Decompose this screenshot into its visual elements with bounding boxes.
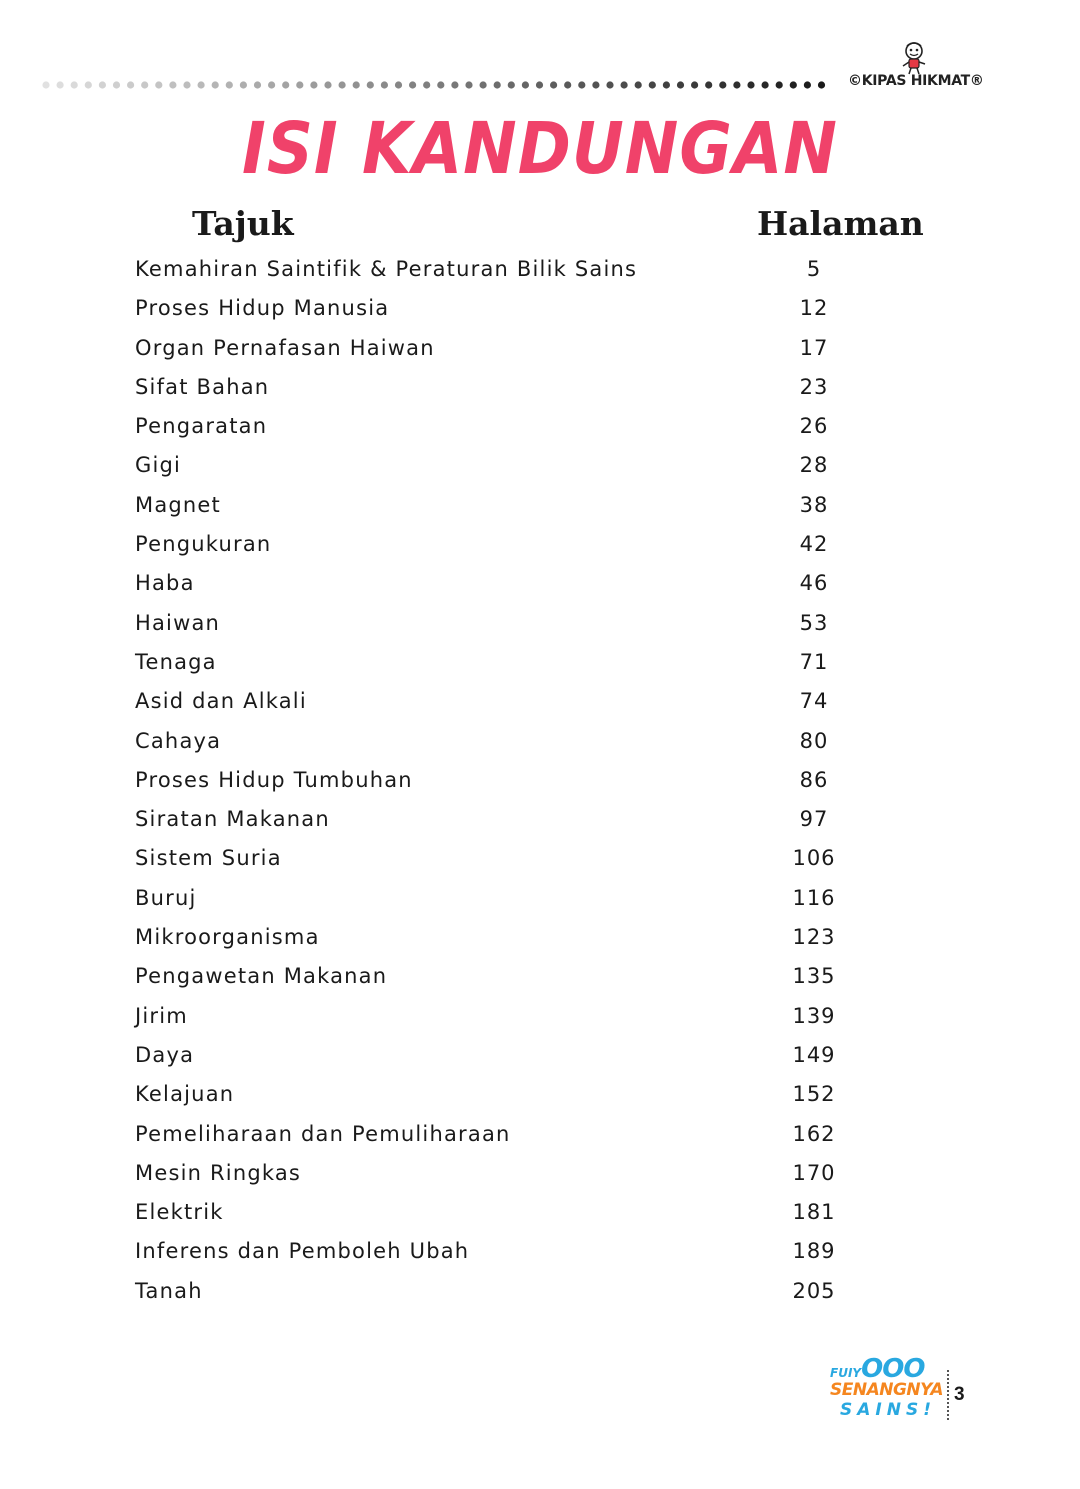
list-item xyxy=(0,604,1080,643)
list-item xyxy=(0,682,1080,721)
toc-topic: Kemahiran Saintifik & Peraturan Bilik Sains xyxy=(135,257,638,281)
list-item xyxy=(0,918,1080,957)
list-item xyxy=(0,879,1080,918)
toc-topic: Gigi xyxy=(135,453,182,478)
header-dot xyxy=(508,81,515,88)
header-dot xyxy=(804,81,811,88)
header-dot xyxy=(691,81,698,88)
header-dot xyxy=(85,81,92,88)
header-dot xyxy=(353,81,360,88)
toc-topic: Kelajuan xyxy=(135,1082,235,1107)
series-logo-line3: SAINS! xyxy=(840,1400,936,1420)
toc-page-number: 86 xyxy=(799,767,829,792)
toc-page-number: 106 xyxy=(792,846,836,871)
header-dot xyxy=(451,81,458,88)
toc-topic: Buruj xyxy=(135,885,197,910)
list-item xyxy=(0,446,1080,485)
header-dot xyxy=(705,81,712,88)
list-item xyxy=(0,839,1080,878)
list-item xyxy=(0,1272,1080,1311)
header-dot xyxy=(99,81,106,88)
header-dot xyxy=(747,81,754,88)
header-dot xyxy=(226,81,233,88)
toc-page-number: 23 xyxy=(799,374,829,399)
toc-topic: Pemeliharaan dan Pemuliharaan xyxy=(135,1121,511,1146)
header-dotted-line xyxy=(40,79,830,91)
toc-topic: Tenaga xyxy=(135,649,217,674)
header-dot xyxy=(719,81,726,88)
toc-page-number: 97 xyxy=(799,807,829,832)
list-item xyxy=(0,289,1080,328)
header-dot xyxy=(480,81,487,88)
toc-page-number: 189 xyxy=(792,1239,836,1264)
toc-topic: Sifat Bahan xyxy=(135,374,270,399)
header-dot xyxy=(183,81,190,88)
toc-topic: Asid dan Alkali xyxy=(135,689,307,714)
cartoon-mascot-icon xyxy=(896,40,932,76)
header-dot xyxy=(423,81,430,88)
column-header-topic: Tajuk xyxy=(192,204,294,243)
toc-topic: Pengawetan Makanan xyxy=(135,964,388,989)
toc-topic: Pengaratan xyxy=(135,414,268,439)
list-item xyxy=(0,1154,1080,1193)
header-dot xyxy=(733,81,740,88)
header-dot xyxy=(663,81,670,88)
header-dot xyxy=(578,81,585,88)
header-dot xyxy=(522,81,529,88)
header-dot xyxy=(677,81,684,88)
list-item xyxy=(0,368,1080,407)
toc-topic: Proses Hidup Manusia xyxy=(135,296,390,321)
toc-page-number: 80 xyxy=(799,728,829,753)
toc-topic: Mikroorganisma xyxy=(135,925,320,950)
header-dot xyxy=(198,81,205,88)
list-item xyxy=(0,407,1080,446)
toc-page-number: 116 xyxy=(792,885,836,910)
header-dot xyxy=(127,81,134,88)
series-logo-line2: SENANGNYA xyxy=(830,1380,943,1400)
list-item xyxy=(0,1115,1080,1154)
toc-page-number: 12 xyxy=(799,296,829,321)
toc-topic: Siratan Makanan xyxy=(135,807,330,832)
list-item xyxy=(0,722,1080,761)
toc-topic: Tanah xyxy=(135,1278,203,1303)
toc-topic: Magnet xyxy=(135,492,221,517)
toc-page-number: 28 xyxy=(799,453,829,478)
toc-topic: Daya xyxy=(135,1042,195,1067)
header-dot xyxy=(240,81,247,88)
header-dot xyxy=(381,81,388,88)
toc-page-number: 139 xyxy=(792,1003,836,1028)
table-of-contents xyxy=(0,250,1080,1311)
toc-page-number: 38 xyxy=(799,492,829,517)
toc-topic: Proses Hidup Tumbuhan xyxy=(135,767,413,792)
toc-page-number: 205 xyxy=(792,1278,836,1303)
header-dot xyxy=(564,81,571,88)
list-item xyxy=(0,329,1080,368)
list-item xyxy=(0,1232,1080,1271)
header-dot xyxy=(155,81,162,88)
toc-page-number: 162 xyxy=(792,1121,836,1146)
header-dot xyxy=(465,81,472,88)
list-item xyxy=(0,564,1080,603)
header-dot xyxy=(169,81,176,88)
toc-page-number: 152 xyxy=(792,1082,836,1107)
toc-page-number: 135 xyxy=(792,964,836,989)
header-dot xyxy=(536,81,543,88)
list-item xyxy=(0,1075,1080,1114)
header-dot xyxy=(395,81,402,88)
header-dot xyxy=(141,81,148,88)
brand-text: ©KIPAS HIKMAT® xyxy=(848,73,984,89)
list-item xyxy=(0,1193,1080,1232)
list-item xyxy=(0,800,1080,839)
series-logo xyxy=(828,1354,946,1424)
toc-page-number: 53 xyxy=(799,610,829,635)
toc-page-number: 26 xyxy=(799,414,829,439)
toc-page-number: 46 xyxy=(799,571,829,596)
list-item xyxy=(0,250,1080,289)
header-dot xyxy=(296,81,303,88)
header-dot xyxy=(635,81,642,88)
header-dot xyxy=(592,81,599,88)
toc-topic: Organ Pernafasan Haiwan xyxy=(135,335,435,360)
toc-page-number: 181 xyxy=(792,1200,836,1225)
toc-topic: Haiwan xyxy=(135,610,221,635)
header-dot xyxy=(367,81,374,88)
header-dot xyxy=(818,81,825,88)
header-dot xyxy=(437,81,444,88)
column-header-page: Halaman xyxy=(757,204,924,243)
series-logo-line1: FUIYOOO xyxy=(830,1354,925,1384)
header-dot xyxy=(621,81,628,88)
header-dot xyxy=(649,81,656,88)
toc-page-number: 74 xyxy=(799,689,829,714)
toc-topic: Inferens dan Pemboleh Ubah xyxy=(135,1239,470,1264)
header-dot xyxy=(282,81,289,88)
list-item xyxy=(0,1036,1080,1075)
header-dot xyxy=(254,81,261,88)
toc-page-number: 149 xyxy=(792,1042,836,1067)
header-dot xyxy=(42,81,49,88)
header-dot xyxy=(409,81,416,88)
list-item xyxy=(0,761,1080,800)
header-dot xyxy=(606,81,613,88)
header-dot xyxy=(310,81,317,88)
footer-divider xyxy=(947,1370,949,1420)
header-dot xyxy=(776,81,783,88)
toc-topic: Haba xyxy=(135,571,195,596)
page-title: ISI KANDUNGAN xyxy=(242,108,838,191)
toc-page-number: 170 xyxy=(792,1160,836,1185)
header-dot xyxy=(324,81,331,88)
list-item xyxy=(0,525,1080,564)
toc-page-number: 5 xyxy=(806,257,822,281)
toc-topic: Jirim xyxy=(135,1003,188,1028)
header-dot xyxy=(494,81,501,88)
header-dot xyxy=(339,81,346,88)
toc-page-number: 71 xyxy=(799,649,829,674)
list-item xyxy=(0,957,1080,996)
toc-page-number: 123 xyxy=(792,925,836,950)
header-dot xyxy=(71,81,78,88)
list-item xyxy=(0,997,1080,1036)
toc-topic: Mesin Ringkas xyxy=(135,1160,302,1185)
header-dot xyxy=(790,81,797,88)
toc-page-number: 42 xyxy=(799,532,829,557)
toc-topic: Elektrik xyxy=(135,1200,224,1225)
header-dot xyxy=(57,81,64,88)
header-dot xyxy=(550,81,557,88)
header-dot xyxy=(113,81,120,88)
header-dot xyxy=(212,81,219,88)
header-dot xyxy=(762,81,769,88)
toc-topic: Pengukuran xyxy=(135,532,272,557)
toc-topic: Sistem Suria xyxy=(135,846,282,871)
toc-page-number: 17 xyxy=(799,335,829,360)
list-item xyxy=(0,643,1080,682)
header-dot xyxy=(268,81,275,88)
page-number: 3 xyxy=(954,1384,965,1405)
brand-mark xyxy=(848,40,984,100)
toc-topic: Cahaya xyxy=(135,728,222,753)
list-item xyxy=(0,486,1080,525)
